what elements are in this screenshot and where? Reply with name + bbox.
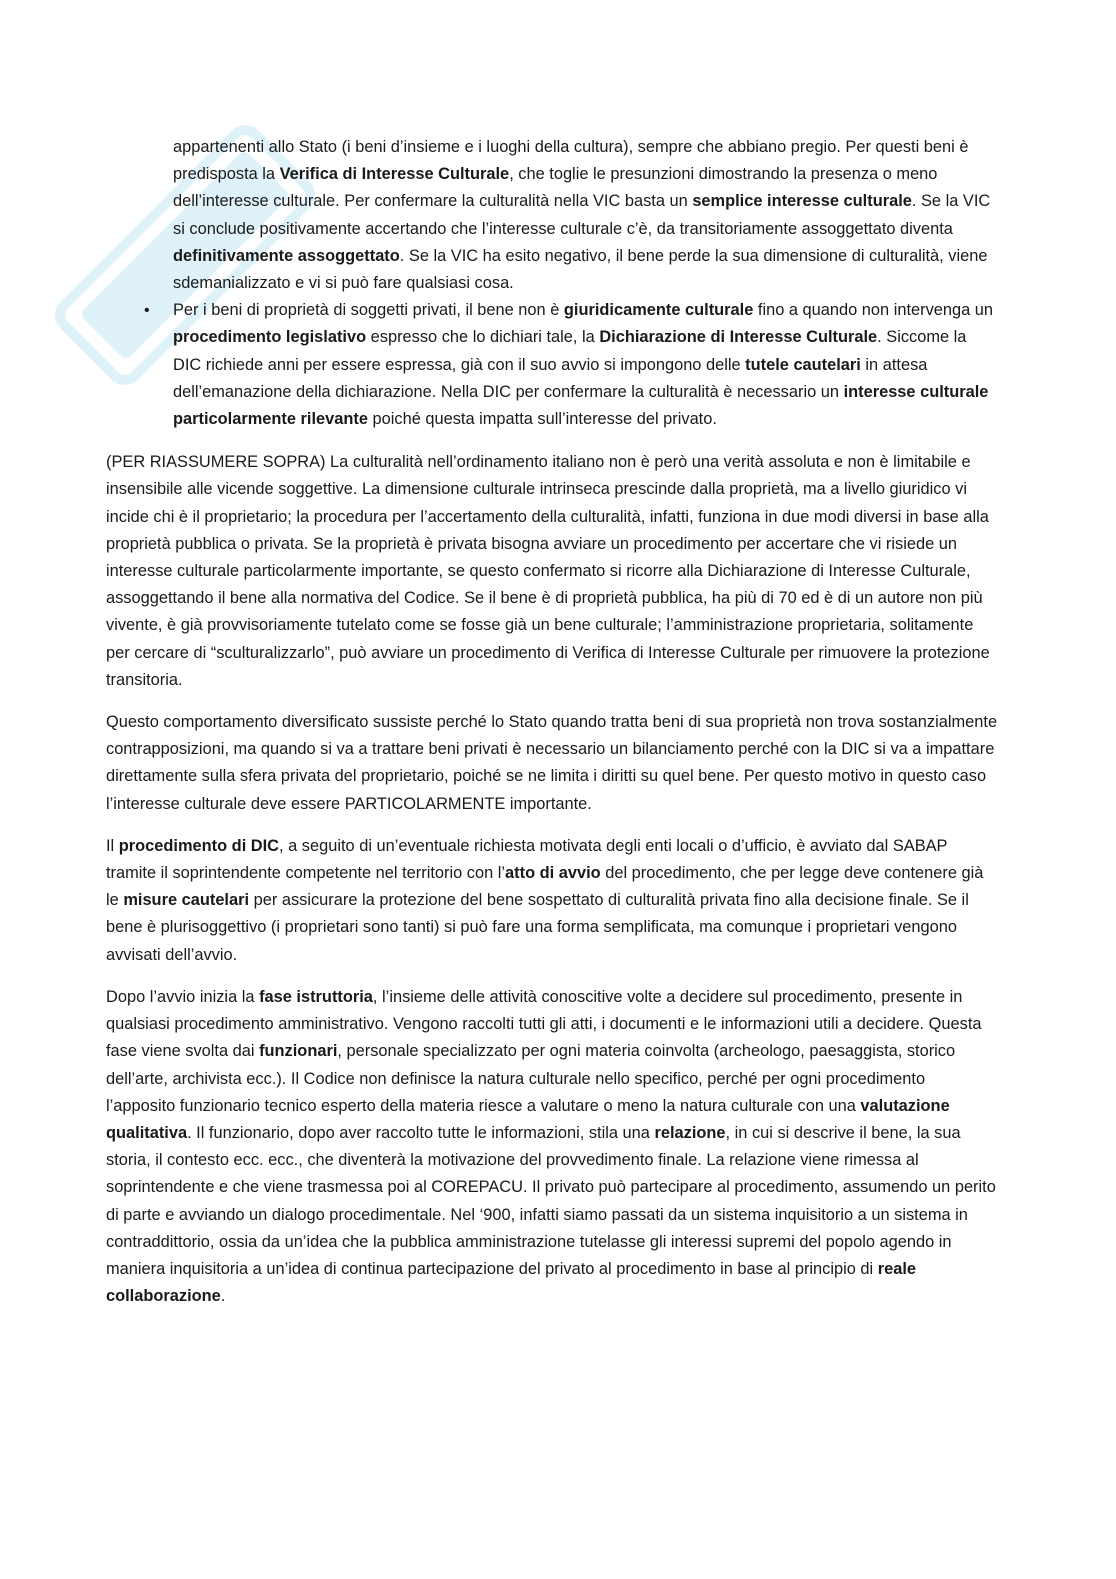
text-run: espresso che lo dichiari tale, la xyxy=(366,328,600,347)
text-run: . xyxy=(220,1287,226,1306)
text-run: fino a quando non intervenga un xyxy=(753,301,994,320)
bold-term: definitivamente assoggettato xyxy=(173,246,400,265)
bold-term: interesse culturale particolarmente rilevante xyxy=(173,382,989,429)
text-run: , personale specializzato per ogni materia coinvolta (archeologo, paesaggista, storico dell’arte, archivista ecc.). Il Codice non definisce la natura culturale nello specifico, perché per ogni procedimento l’apposito funzionario tecnico esperto della materia riesce a valutare o meno la natura culturale con una xyxy=(106,1042,956,1115)
paragraph xyxy=(106,449,998,694)
text-run: . Il funzionario, dopo aver raccolto tutte le informazioni, stila una xyxy=(187,1123,655,1142)
text-run: , a seguito di un’eventuale richiesta motivata degli enti locali o d’ufficio, è avviato dal SABAP tramite il soprintendente competente nel territorio con l’ xyxy=(106,836,948,883)
bold-term: Dichiarazione di Interesse Culturale xyxy=(599,328,878,347)
paragraph xyxy=(106,833,998,969)
bold-term: fase istruttoria xyxy=(259,987,373,1006)
document-page xyxy=(106,134,998,1325)
text-run: , l’insieme delle attività conoscitive volte a decidere sul procedimento, presente in qualsiasi procedimento amministrativo. Vengono raccolti tutti gli atti, i documenti e le informazioni utili a decidere. Questa fase viene svolta dai xyxy=(106,987,982,1061)
bold-term: procedimento di DIC xyxy=(118,836,280,855)
text-run: , che toglie le presunzioni dimostrando la presenza o meno dell’interesse culturale. Per confermare la culturalità nella VIC basta un xyxy=(173,165,938,211)
text-run: per assicurare la protezione del bene sospettato di culturalità privata fino alla decisione finale. Se il bene è plurisoggettivo (i proprietari sono tanti) si può fare una forma semplificata, ma comunque i proprietari vengono avvisati dell’avvio. xyxy=(106,891,969,964)
text-run: in attesa dell’emanazione della dichiarazione. Nella DIC per confermare la culturalità è necessario un xyxy=(173,355,928,401)
bold-term: tutele cautelari xyxy=(745,355,861,374)
bold-term: Verifica di Interesse Culturale xyxy=(279,165,510,184)
paragraph xyxy=(106,709,998,818)
text-run: Il xyxy=(106,836,119,855)
text-run: , in cui si descrive il bene, la sua storia, il contesto ecc. ecc., che diventerà la motivazione del provvedimento finale. La relazione viene rimessa al soprintendente e che viene trasmessa poi al COREPACU. Il privato può partecipare al procedimento, assumendo un perito di parte e avviando un dialogo procedimentale. Nel ‘900, infatti siamo passati da un sistema inquisitorio a un sistema in contraddittorio, ossia da un’idea che la pubblica amministrazione tutelasse gli interessi supremi del popolo agendo in maniera inquisitoria a un’idea di continua partecipazione del privato al procedimento in base al principio di xyxy=(106,1123,996,1278)
text-run: . Se la VIC si conclude positivamente accertando che l’interesse culturale c’è, da transitoriamente assoggettato diventa xyxy=(173,192,991,238)
paragraph xyxy=(106,984,998,1310)
text-run: . Siccome la DIC richiede anni per essere espressa, già con il suo avvio si impongono delle xyxy=(173,328,967,374)
bold-term: misure cautelari xyxy=(123,891,250,910)
bold-term: procedimento legislativo xyxy=(173,328,367,347)
bold-term: funzionari xyxy=(259,1042,338,1061)
list-item xyxy=(173,297,998,433)
bold-term: relazione xyxy=(654,1123,726,1142)
bold-term: semplice interesse culturale xyxy=(692,192,912,211)
bold-term: atto di avvio xyxy=(505,864,601,883)
text-run: Questo comportamento diversificato sussiste perché lo Stato quando tratta beni di sua proprietà non trova sostanzialmente contrapposizioni, ma quando si va a trattare beni privati è necessario un bilanciamento perché con la DIC si va a impattare direttamente sulla sfera privata del proprietario, poiché se ne limita i diritti su quel bene. Per questo motivo in questo caso l’interesse culturale deve essere PARTICOLARMENTE importante. xyxy=(106,713,998,813)
list-item xyxy=(173,134,998,297)
bold-term: reale collaborazione xyxy=(106,1259,917,1306)
text-run: . Se la VIC ha esito negativo, il bene perde la sua dimensione di culturalità, viene sdemanializzato e vi si può fare qualsiasi cosa. xyxy=(173,246,988,293)
bold-term: valutazione qualitativa xyxy=(106,1096,950,1142)
bold-term: giuridicamente culturale xyxy=(563,301,754,320)
text-run: Dopo l’avvio inizia la xyxy=(106,987,260,1006)
text-run: appartenenti allo Stato (i beni d’insieme e i luoghi della cultura), sempre che abbiano pregio. Per questi beni è predisposta la xyxy=(173,138,969,184)
text-run: (PER RIASSUMERE SOPRA) La culturalità nell’ordinamento italiano non è però una verità assoluta e non è limitabile e insensibile alle vicende soggettive. La dimensione culturale intrinseca prescinde dalla proprietà, ma a livello giuridico vi incide chi è il proprietario; la procedura per l’accertamento della culturalità, infatti, funziona in due modi diversi in base alla proprietà pubblica o privata. Se la proprietà è privata bisogna avviare un procedimento per accertare che vi risiede un interesse culturale particolarmente importante, se questo confermato si ricorre alla Dichiarazione di Interesse Culturale, assoggettando il bene alla normativa del Codice. Se il bene è di proprietà pubblica, ha più di 70 ed è di un autore non più vivente, è già provvisoriamente tutelato come se fosse già un bene culturale; l’amministrazione proprietaria, solitamente per cercare di “sculturalizzarlo”, può avviare un procedimento di Verifica di Interesse Culturale per rimuovere la protezione transitoria. xyxy=(106,453,990,689)
text-run: del procedimento, che per legge deve contenere già le xyxy=(106,864,984,910)
text-run: poiché questa impatta sull’interesse del privato. xyxy=(367,410,717,429)
text-run: Per i beni di proprietà di soggetti privati, il bene non è xyxy=(173,301,564,320)
bullet-list xyxy=(106,134,998,433)
body-paragraphs xyxy=(106,449,998,1310)
